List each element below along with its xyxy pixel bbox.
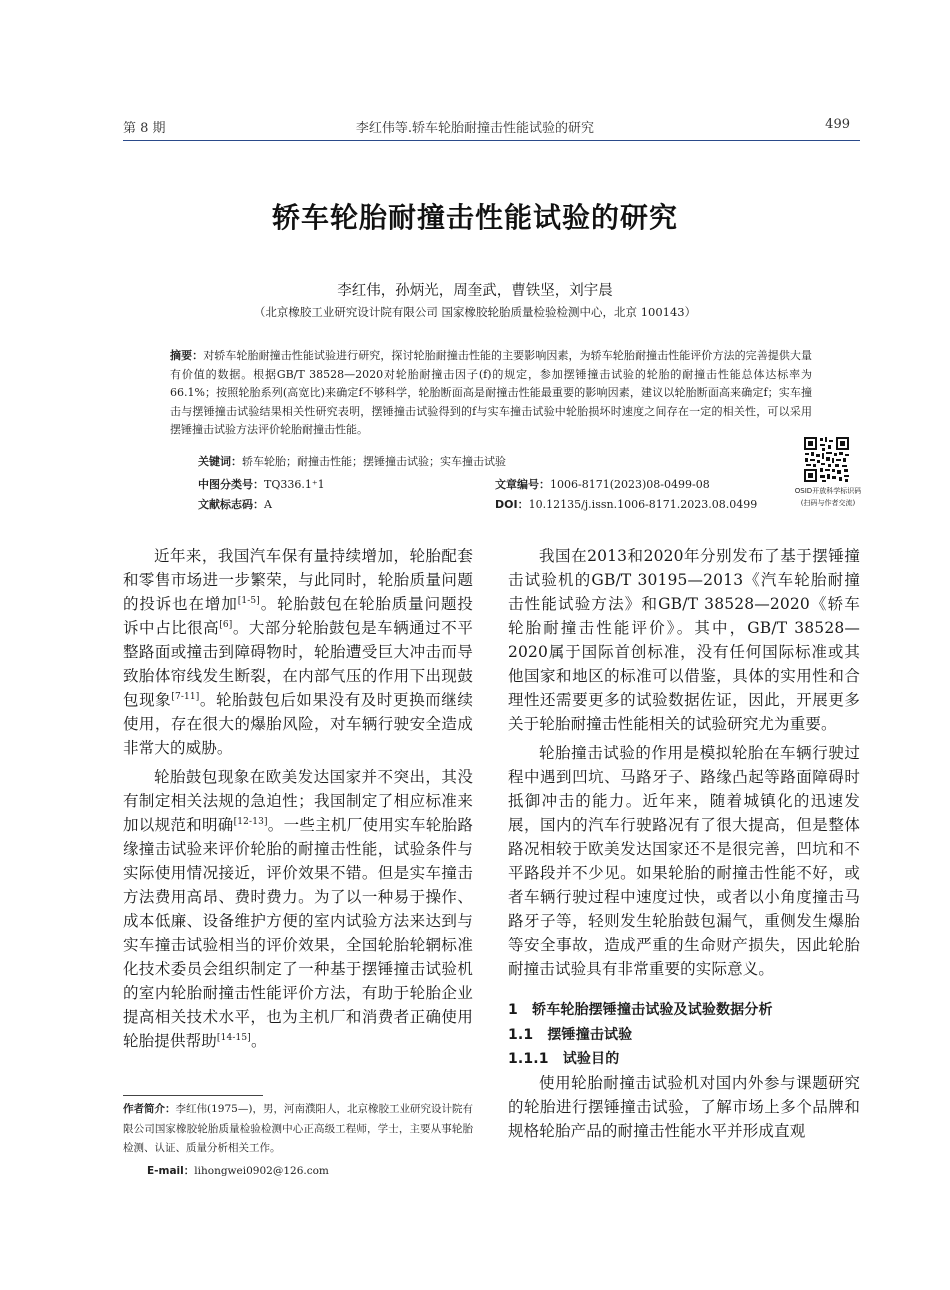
body-text: 轮胎鼓包现象在欧美发达国家并不突出，其没有制定相关法规的急迫性；我国制定了相应标准来加以规范和明确 [123,768,473,834]
affiliation: （北京橡胶工业研究设计院有限公司 国家橡胶轮胎质量检验检测中心，北京 100143） [253,305,697,319]
left-paragraph-2 [123,765,473,1053]
document-code-label: 文献标志码： [198,498,264,511]
section-heading-1-1: 1.1 摆锤撞击试验 [508,1027,633,1043]
citation[interactable]: [14-15] [216,1033,251,1043]
header-page-number: 499 [825,117,850,132]
section-heading-1-1-1: 1.1.1 试验目的 [508,1051,620,1067]
clc-number [198,476,325,492]
clc-label: 中图分类号： [198,478,264,491]
doi-label: DOI： [495,498,529,511]
article-number-text: 1006-8171(2023)08-0499-08 [550,478,710,491]
body-text: 。一些主机厂使用实车轮胎路缘撞击试验来评价轮胎的耐撞击性能，试验条件与实际使用情况接近，评价效果不错。但是实车撞击方法费用高昂、费时费力。为了以一种易于操作、成本低廉、设备维护方便的室内试验方法来达到与实车撞击试验相当的评价效果，全国轮胎轮辋标准化技术委员会组织制定了一种基于摆锤撞击试验机的室内轮胎耐撞击性能评价方法，有助于轮胎企业提高相关技术水平，也为主机厂和消费者正确使用轮胎提供帮助 [123,816,473,1050]
document-code-text: A [264,498,272,511]
header-rule [123,140,860,141]
right-column [508,544,860,1148]
author-email [147,1163,329,1178]
right-paragraph-2: 轮胎撞击试验的作用是模拟轮胎在车辆行驶过程中遇到凹坑、马路牙子、路缘凸起等路面障碍时抵御冲击的能力。近年来，随着城镇化的迅速发展，国内的汽车行驶路况有了很大提高，但是整体路况相较于欧美发达国家还不是很完善，凹坑和不平路段并不少见。如果轮胎的耐撞击性能不好，或者车辆行驶过程中速度过快，或者以小角度撞击马路牙子等，轻则发生轮胎鼓包漏气，重侧发生爆胎等安全事故，造成严重的生命财产损失，因此轮胎耐撞击试验具有非常重要的实际意义。 [508,744,860,978]
authors: 李红伟，孙炳光，周奎武，曹铁坚，刘宇晨 [337,283,613,299]
citation[interactable]: [7-11] [171,692,200,702]
left-paragraph-1 [123,544,473,760]
abstract [170,347,812,440]
email-address[interactable]: lihongwei0902@126.com [194,1165,329,1177]
right-paragraph-3: 使用轮胎耐撞击试验机对国内外参与课题研究的轮胎进行摆锤撞击试验，了解市场上多个品牌和规格轮胎产品的耐撞击性能水平并形成直观 [508,1074,860,1140]
header-issue: 第 8 期 [123,121,166,136]
keywords-text: 轿车轮胎；耐撞击性能；摆锤撞击试验；实车撞击试验 [242,455,506,468]
abstract-label: 摘要： [170,349,204,362]
right-paragraph-1: 我国在2013和2020年分别发布了基于摆锤撞击试验机的GB/T 30195—2013《汽车轮胎耐撞击性能试验方法》和GB/T 38528—2020《轿车轮胎耐撞击性能评价》。其中，GB/T 38528—2020属于国际首创标准，没有任何国际标准或其他国家和地区的标准可以借鉴，具体的实用性和合理性还需要更多的试验数据佐证，因此，开展更多关于轮胎耐撞击性能相关的试验研究尤为重要。 [508,547,860,733]
footnote-rule [123,1095,263,1096]
header-running-title: 李红伟等.轿车轮胎耐撞击性能试验的研究 [355,121,595,136]
bio-label: 作者简介： [123,1103,176,1115]
body-text: 。轮胎鼓包在轮胎质量问题投诉中占比很高 [123,595,473,637]
qr-code-icon[interactable] [803,436,850,483]
email-label: E-mail： [147,1165,195,1177]
body-text: 。大部分轮胎鼓包是车辆通过不平整路面或撞击到障碍物时，轮胎遭受巨大冲击而导致胎体帘线发生断裂，在内部气压的作用下出现鼓包现象 [123,619,473,709]
osid-label: OSID开放科学标识码 [794,487,862,495]
article-number [495,476,710,492]
body-text: 。轮胎鼓包后如果没有及时更换而继续使用，存在很大的爆胎风险，对车辆行驶安全造成非常大的威胁。 [123,691,473,757]
document-code [198,496,272,512]
abstract-text: 对轿车轮胎耐撞击性能试验进行研究，探讨轮胎耐撞击性能的主要影响因素，为轿车轮胎耐撞击性能评价方法的完善提供大量有价值的数据。根据GB/T 38528—2020对轮胎耐撞击因子(f)的规定，参加摆锤撞击试验的轮胎的耐撞击性能总体达标率为66.1%；按照轮胎系列(高宽比)来确定f不够科学，轮胎断面高是耐撞击性能最重要的影响因素，建议以轮胎断面高来确定f；实车撞击与摆锤撞击试验结果相关性研究表明，摆锤撞击试验得到的f与实车撞击试验中轮胎损坏时速度之间存在一定的相关性，可以采用摆锤撞击试验方法评价轮胎耐撞击性能。 [170,349,813,436]
article-number-label: 文章编号： [495,478,550,491]
citation[interactable]: [6] [219,620,233,630]
doi [495,496,757,512]
left-column [123,544,473,1058]
body-text: 。 [250,1032,267,1050]
body-text: 近年来，我国汽车保有量持续增加，轮胎配套和零售市场进一步繁荣，与此同时，轮胎质量问题的投诉也在增加 [123,547,473,613]
paper-title: 轿车轮胎耐撞击性能试验的研究 [271,201,678,234]
osid-caption: (扫码与作者交流) [800,499,856,507]
citation[interactable]: [1-5] [237,596,260,606]
keywords-label: 关键词： [198,455,242,468]
author-bio [123,1100,473,1159]
bio-text: 李红伟(1975—)，男，河南濮阳人，北京橡胶工业研究设计院有限公司国家橡胶轮胎质量检验检测中心正高级工程师，学士，主要从事轮胎检测、认证、质量分析相关工作。 [123,1103,473,1154]
keywords [198,453,506,469]
doi-text: 10.12135/j.issn.1006-8171.2023.08.0499 [528,498,758,511]
clc-text: TQ336.1⁺1 [264,478,325,491]
section-heading-1: 1 轿车轮胎摆锤撞击试验及试验数据分析 [508,1002,773,1018]
citation[interactable]: [12-13] [233,817,268,827]
